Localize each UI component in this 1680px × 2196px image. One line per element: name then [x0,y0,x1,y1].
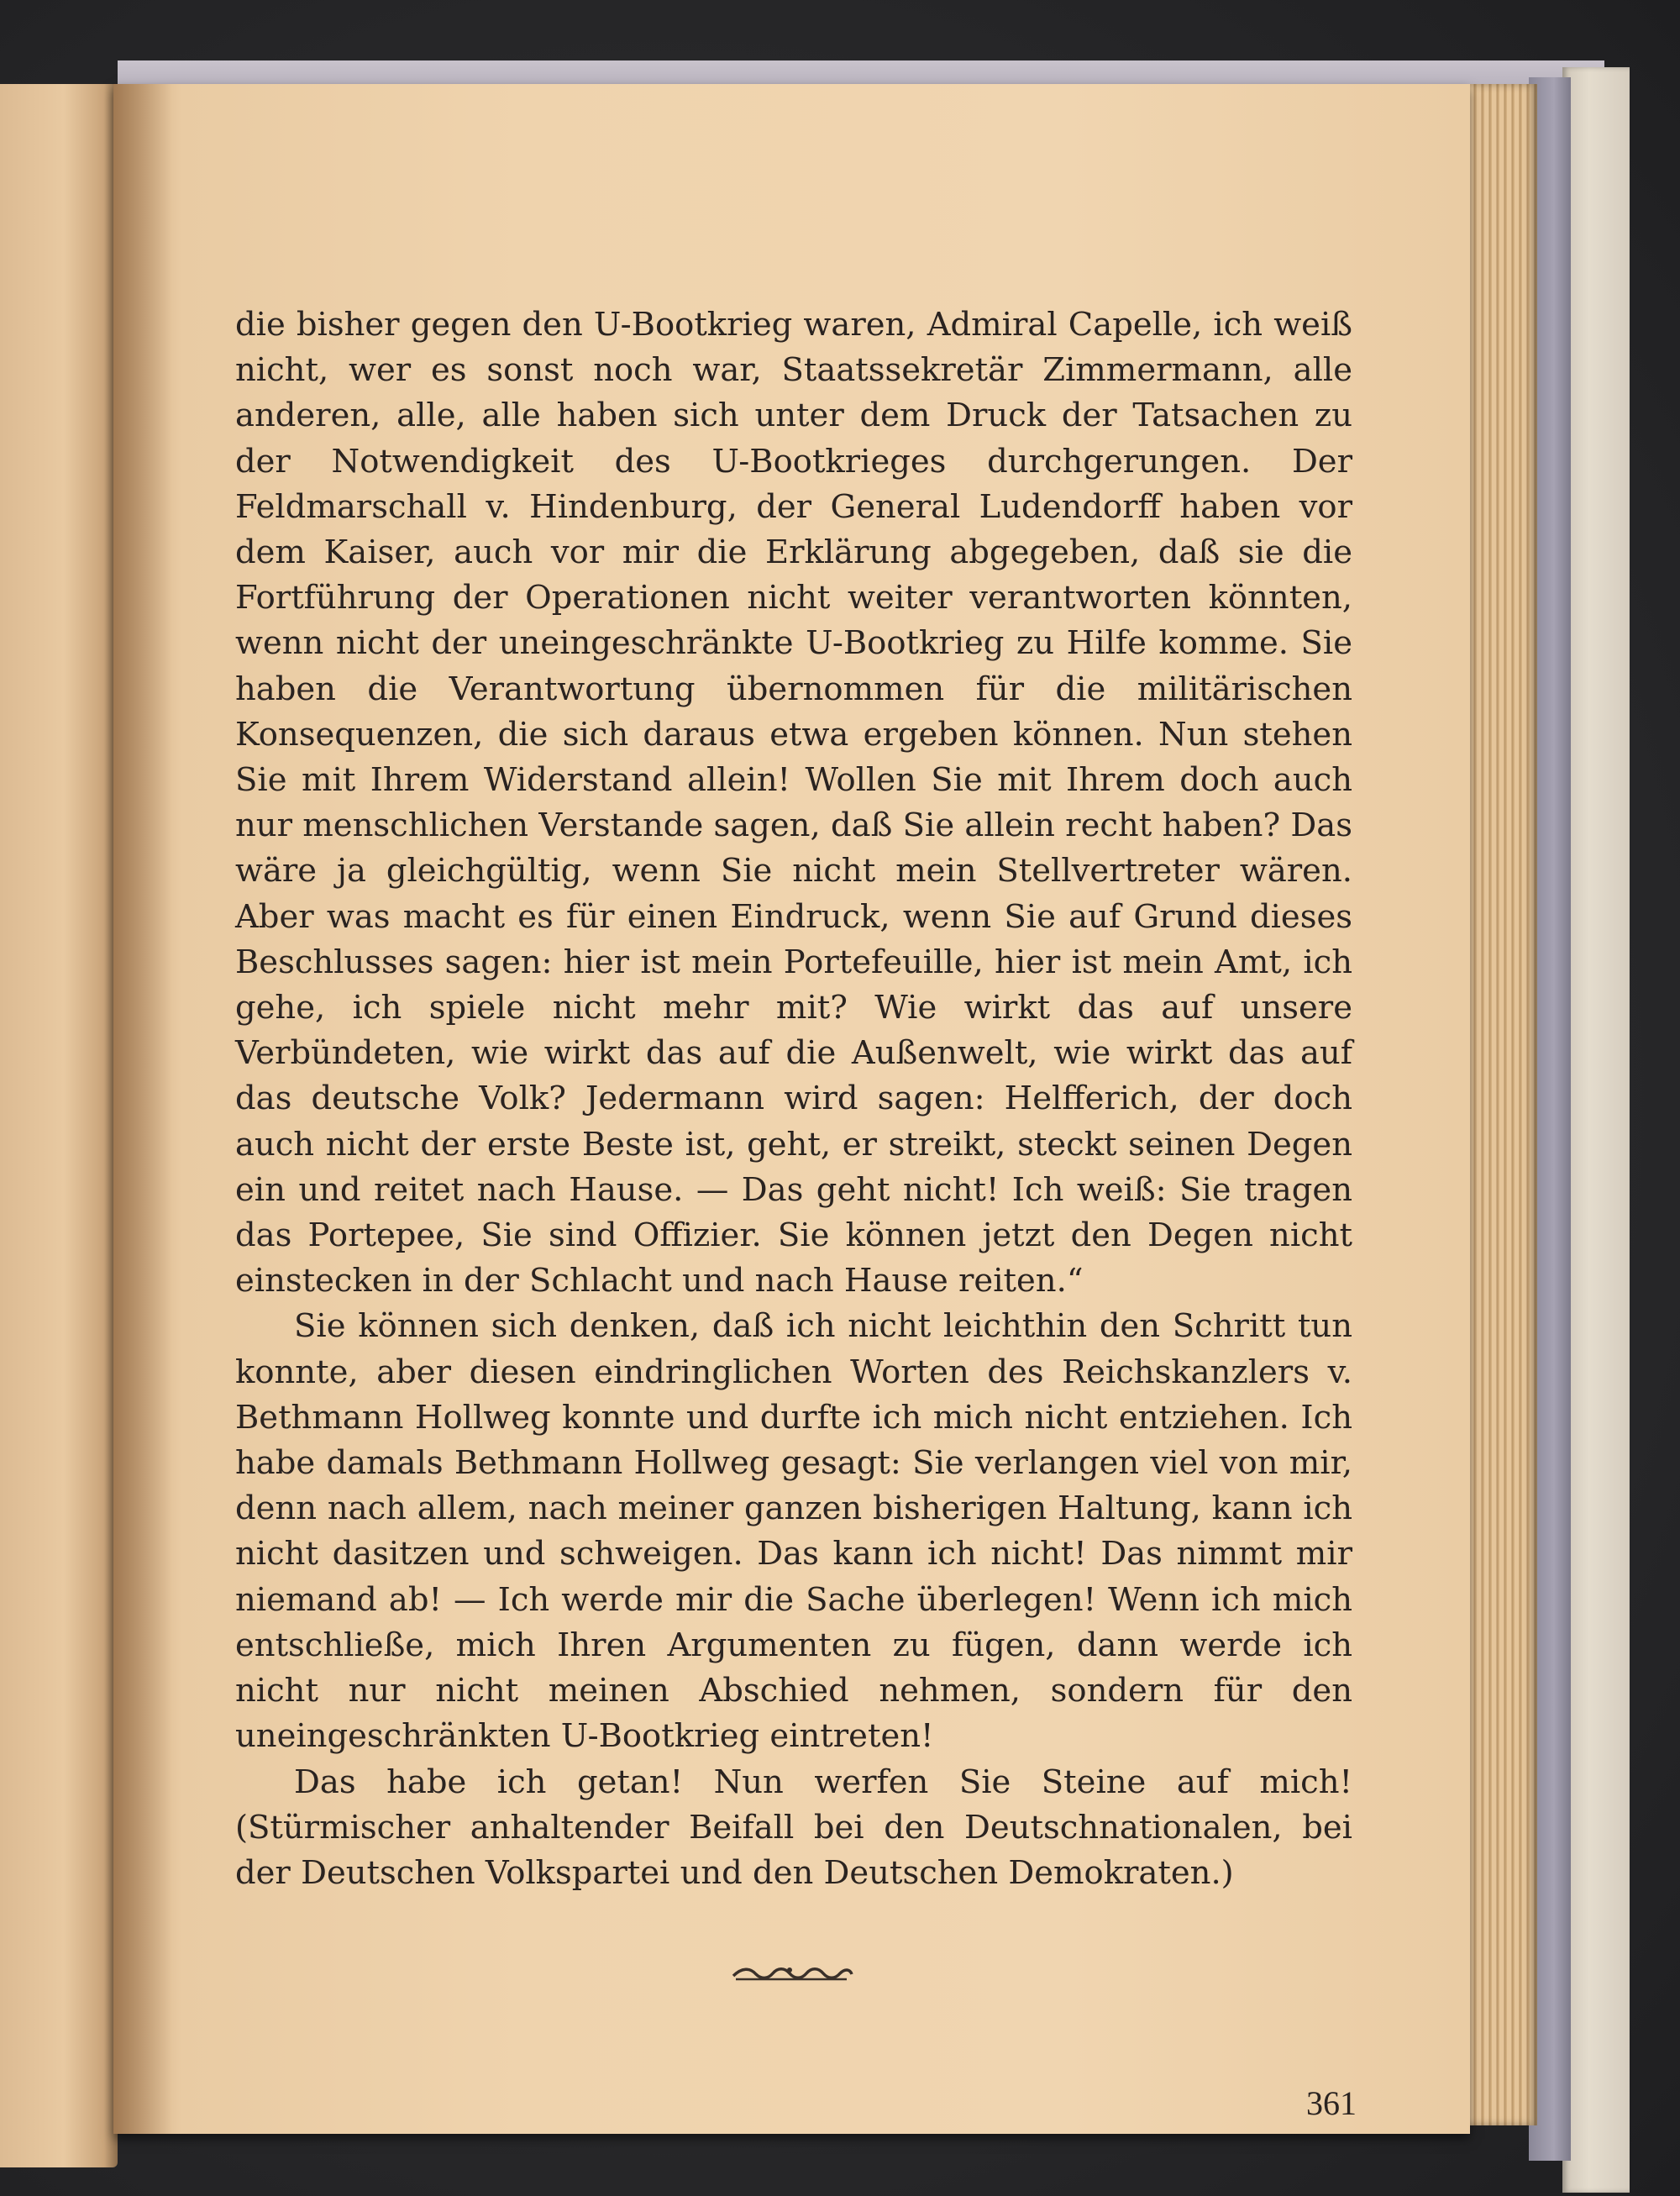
page-number: 361 [1306,2084,1357,2122]
paragraph-1: die bisher gegen den U-Bootkrieg waren, Admiral Capelle, ich weiß nicht, wer es sonst noch war, Staatssekretär Zimmermann, alle anderen, alle, alle haben sich unter dem Druck der Tatsachen zu der Notwendigkeit des U-Bootkrieges durchgerungen. Der Feldmarschall v. Hindenburg, der General Ludendorff haben vor dem Kaiser, auch vor mir die Erklärung abgegeben, daß sie die Fortführung der Operationen nicht weiter verantworten könnten, wenn nicht der uneingeschränkte U-Bootkrieg zu Hilfe komme. Sie haben die Verantwortung übernommen für die militärischen Konsequenzen, die sich daraus etwa ergeben können. Nun stehen Sie mit Ihrem Widerstand allein! Wollen Sie mit Ihrem doch auch nur menschlichen Verstande sagen, daß Sie allein recht haben? Das wäre ja gleichgültig, wenn Sie nicht mein Stellvertreter wären. Aber was macht es für einen Eindruck, wenn Sie auf Grund dieses Beschlusses sagen: hier ist mein Portefeuille, hier ist mein Amt, ich gehe, ich spiele nicht mehr mit? Wie wirkt das auf unsere Verbündeten, wie wirkt das auf die Außenwelt, wie wirkt das auf das deutsche Volk? Jedermann wird sagen: Helfferich, der doch auch nicht der erste Beste ist, geht, er streikt, steckt seinen Degen ein und reitet nach Hause. — Das geht nicht! Ich weiß: Sie tragen das Portepee, Sie sind Offizier. Sie können jetzt den Degen nicht einstecken in der Schlacht und nach Hause reiten.“ [235,306,1352,1300]
flourish-ornament-icon [729,1961,855,1986]
page-text-block [235,302,1352,1896]
paragraph-3: Das habe ich getan! Nun werfen Sie Steine auf mich! (Stürmischer anhaltender Beifall bei den Deutschnationalen, bei der Deutschen Volkspartei und den Deutschen Demokraten.) [235,1763,1352,1892]
ornament-divider [113,1960,1470,1994]
page-stack-edges [1462,84,1537,2125]
left-page-edge [0,84,118,2167]
paragraph-2: Sie können sich denken, daß ich nicht leichthin den Schritt tun konnte, aber diesen eindringlichen Worten des Reichskanzlers v. Bethmann Hollweg konnte und durfte ich mich nicht entziehen. Ich habe damals Bethmann Hollweg gesagt: Sie verlangen viel von mir, denn nach allem, nach meiner ganzen bisherigen Haltung, kann ich nicht dasitzen und schweigen. Das kann ich nicht! Das nimmt mir niemand ab! — Ich werde mir die Sache überlegen! Wenn ich mich entschließe, mich Ihren Argumenten zu fügen, dann werde ich nicht nur nicht meinen Abschied nehmen, sondern für den uneingeschränkten U-Bootkrieg eintreten! [235,1307,1352,1756]
book-page [113,84,1470,2134]
book-cover-right-edge [1562,67,1630,2193]
gutter-shadow [113,84,172,2134]
